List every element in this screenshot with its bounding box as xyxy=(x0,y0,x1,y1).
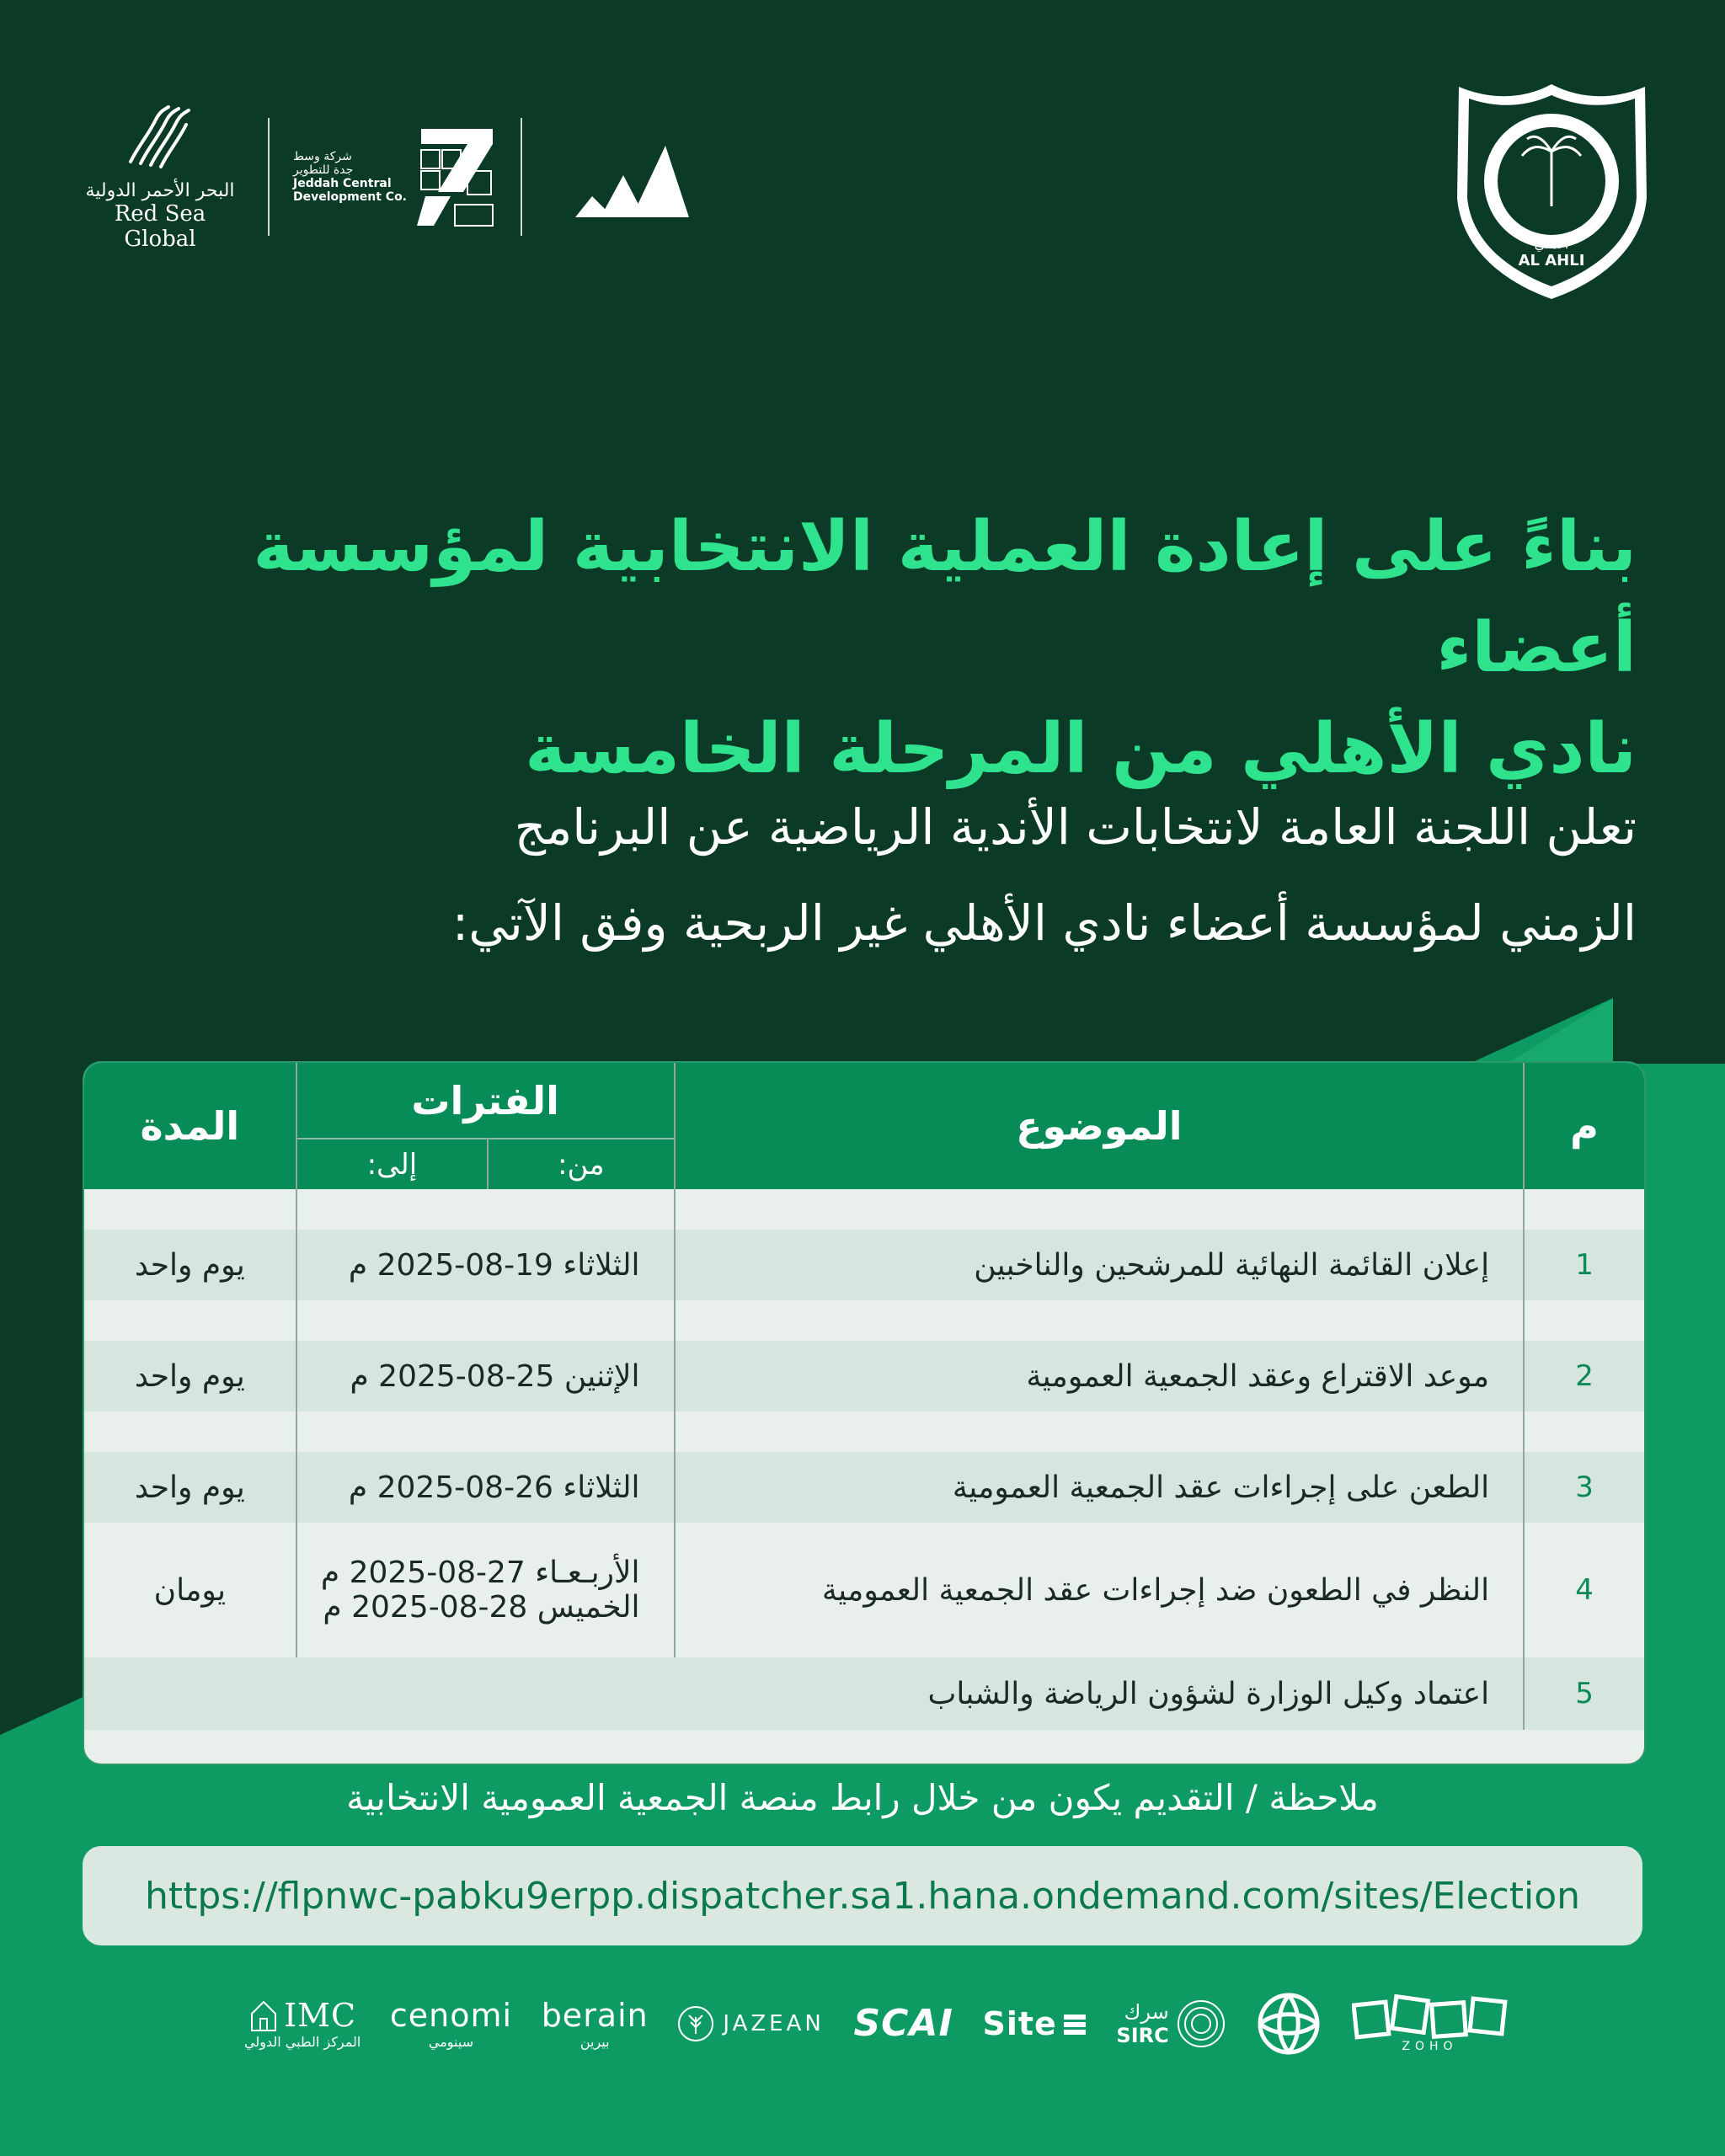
red-sea-global-logo xyxy=(76,103,244,252)
election-link[interactable]: https://flpnwc-pabku9erpp.dispatcher.sa1.hana.ondemand.com/sites/Election xyxy=(144,1874,1581,1918)
zoho-logo xyxy=(1352,1993,1508,2053)
berain-text: berain xyxy=(541,1997,649,2034)
red-sea-global-arabic: البحر الأحمر الدولية xyxy=(85,179,235,201)
jcd-arabic-line1: شركة وسط xyxy=(293,150,352,163)
table-row xyxy=(84,1657,1644,1730)
intro-text xyxy=(205,779,1637,971)
headline xyxy=(205,497,1637,800)
sirc-logo xyxy=(1116,1999,1226,2049)
row-topic: اعتماد وكيل الوزارة لشؤون الرياضة والشباب xyxy=(84,1657,1524,1730)
headline-line2: نادي الأهلي من المرحلة الخامسة xyxy=(525,709,1637,789)
col-header-to: إلى: xyxy=(296,1139,488,1189)
scai-text: SCAI xyxy=(853,2002,953,2045)
jcd-english-line1: Jeddah Central xyxy=(293,177,392,190)
site-text: Site xyxy=(982,2004,1057,2042)
row-topic: إعلان القائمة النهائية للمرشحين والناخبين xyxy=(675,1230,1525,1300)
table-row xyxy=(84,1452,1644,1523)
row-topic: الطعن على إجراءات عقد الجمعية العمومية xyxy=(675,1452,1525,1523)
svg-text:JED: JED xyxy=(1505,173,1519,182)
row-period xyxy=(296,1523,675,1657)
jazean-logo xyxy=(677,2005,824,2042)
sponsor-logo-row xyxy=(76,109,693,252)
col-header-num: م xyxy=(1524,1063,1644,1189)
row-duration: يوم واحد xyxy=(84,1230,296,1300)
table-row xyxy=(84,1341,1644,1412)
jeddah-central-icon xyxy=(417,125,497,230)
row-period-line2: الخميس 28-08-2025 م xyxy=(323,1590,640,1625)
sirc-arabic: سرك xyxy=(1124,1999,1169,2024)
row-period: الثلاثاء 26-08-2025 م xyxy=(296,1452,675,1523)
scai-logo xyxy=(853,2002,953,2045)
crest-arabic-name: الأهلي xyxy=(1534,236,1569,252)
jcd-english-line2: Development Co. xyxy=(293,190,408,204)
intro-line2: الزمني لمؤسسة أعضاء نادي الأهلي غير الربحية وفق الآتي: xyxy=(451,894,1637,952)
row-topic: النظر في الطعون ضد إجراءات عقد الجمعية العمومية xyxy=(675,1523,1525,1657)
crest-english-name: AL AHLI xyxy=(1518,252,1585,270)
election-link-box[interactable] xyxy=(83,1846,1642,1945)
cenomi-arabic: سينومي xyxy=(428,2034,474,2050)
schedule-table-card xyxy=(83,1061,1646,1765)
row-period: الإثنين 25-08-2025 م xyxy=(296,1341,675,1412)
row-duration: يومان xyxy=(84,1523,296,1657)
schedule-table xyxy=(84,1063,1644,1730)
sirc-circle-icon xyxy=(1176,1999,1226,2049)
row-num: 4 xyxy=(1524,1523,1644,1657)
col-header-periods: الفترات xyxy=(296,1063,675,1139)
al-ahli-crest-icon xyxy=(1453,80,1651,303)
row-num: 3 xyxy=(1524,1452,1644,1523)
cenomi-text: cenomi xyxy=(389,1997,513,2034)
adidas-logo-icon xyxy=(571,137,693,217)
row-topic: موعد الاقتراع وعقد الجمعية العمومية xyxy=(675,1341,1525,1412)
berain-logo xyxy=(542,1997,649,2050)
berain-arabic: بيرين xyxy=(579,2034,610,2050)
cenomi-logo xyxy=(390,1997,512,2050)
jcd-arabic-line2: جدة للتطوير xyxy=(293,163,354,177)
red-sea-global-english: Red Sea Global xyxy=(114,200,206,252)
divider xyxy=(268,118,270,236)
headline-line1: بناءً على إعادة العملية الانتخابية لمؤسسة أعضاء xyxy=(253,507,1637,688)
row-duration: يوم واحد xyxy=(84,1341,296,1412)
col-header-topic: الموضوع xyxy=(675,1063,1525,1189)
row-period-line1: الأربـعـاء 27-08-2025 م xyxy=(320,1556,640,1590)
row-num: 2 xyxy=(1524,1341,1644,1412)
table-row xyxy=(84,1523,1644,1657)
imc-arabic: المركز الطبي الدولي xyxy=(244,2034,361,2050)
row-num: 5 xyxy=(1524,1657,1644,1730)
jeddah-central-logo xyxy=(293,125,497,230)
zoho-boxes-icon xyxy=(1352,1993,1508,2040)
table-row xyxy=(84,1230,1644,1300)
site-logo xyxy=(982,2005,1087,2042)
row-num: 1 xyxy=(1524,1230,1644,1300)
sponsor-footer xyxy=(244,1983,1508,2063)
row-period: الثلاثاء 19-08-2025 م xyxy=(296,1230,675,1300)
jazean-text: JAZEAN xyxy=(723,2010,825,2036)
col-header-duration: المدة xyxy=(84,1063,296,1189)
note-text: ملاحظة / التقديم يكون من خلال رابط منصة الجمعية العمومية الانتخابية xyxy=(346,1777,1379,1818)
divider xyxy=(521,118,522,236)
intro-line1: تعلن اللجنة العامة لانتخابات الأندية الرياضية عن البرنامج xyxy=(514,798,1637,856)
col-header-from: من: xyxy=(488,1139,674,1189)
imc-text: IMC xyxy=(284,1997,357,2034)
jazean-tree-icon xyxy=(677,2005,714,2042)
red-sea-global-icon xyxy=(122,103,198,170)
imc-logo xyxy=(244,1997,360,2050)
zoho-text: ZOHO xyxy=(1402,2040,1458,2053)
ring-emblem-icon xyxy=(1255,1990,1322,2057)
site-mark-icon xyxy=(1062,2011,1087,2036)
row-duration: يوم واحد xyxy=(84,1452,296,1523)
sirc-text: SIRC xyxy=(1116,2023,1169,2047)
imc-building-icon xyxy=(248,1999,279,2032)
svg-text:1937: 1937 xyxy=(1579,173,1599,182)
